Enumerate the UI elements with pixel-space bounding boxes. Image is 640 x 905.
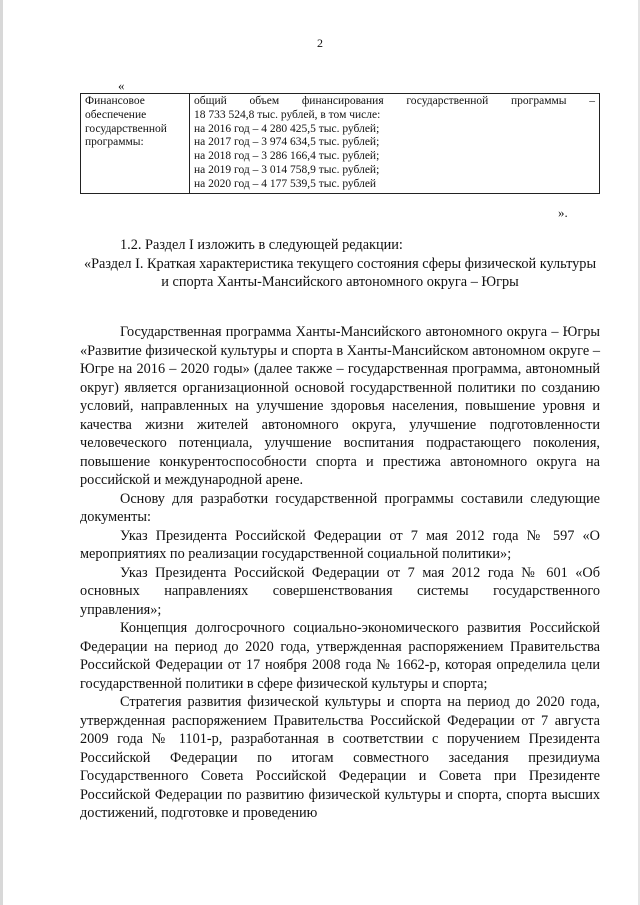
financing-label: Финансовое обеспечение государственной программы:: [81, 94, 190, 194]
paragraph: Государственная программа Ханты-Мансийского автономного округа – Югры «Развитие физической культуры и спорта в Ханты-Мансийском автономном округе – Югре на 2016 – 2020 годы» (далее также – государственная программа, автономный округ) является организационной основой государственной политики по созданию условий, направленных на улучшение здоровья населения, повышение уровня и качества жизни жителей автономного округа, улучшение подготовленности человеческого потенциала, улучшение воспитания подрастающего поколения, повышение конкурентоспособности спорта и престижа автономного округа на российской и международной арене.: [80, 324, 600, 488]
paragraph: Указ Президента Российской Федерации от 7 мая 2012 года № 597 «О мероприятиях по реализации государственной социальной политики»;: [80, 527, 600, 562]
financing-line: на 2020 год – 4 177 539,5 тыс. рублей: [194, 177, 377, 190]
financing-row: [81, 94, 600, 194]
financing-value: [190, 94, 600, 194]
financing-line: на 2017 год – 3 974 634,5 тыс. рублей;: [194, 136, 380, 149]
financing-line: на 2019 год – 3 014 758,9 тыс. рублей;: [194, 163, 380, 176]
closing-quote-mark: ».: [558, 205, 568, 220]
amendment-item: 1.2. Раздел I изложить в следующей редакции:: [120, 237, 403, 253]
page-number: 2: [317, 36, 323, 50]
body-text: [80, 323, 600, 823]
financing-line: общий объем финансирования государственной программы –: [194, 95, 595, 107]
paragraph: Основу для разработки государственной программы составили следующие документы:: [80, 490, 600, 525]
section-heading: [80, 236, 600, 292]
financing-line: на 2018 год – 3 286 166,4 тыс. рублей;: [194, 150, 380, 163]
paragraph: Концепция долгосрочного социально-экономического развития Российской Федерации на период до 2020 года, утвержденная распоряжением Правительства Российской Федерации от 17 ноября 2008 года № 1662-р, которая определила цели государственной политики в сфере физической культуры и спорта;: [80, 620, 600, 692]
paragraph: Стратегия развития физической культуры и спорта на период до 2020 года, утвержденная распоряжением Правительства Российской Федерации от 7 августа 2009 года № 1101-р, разработанная в соответствии с поручением Президента Российской Федерации по итогам совместного заседания президиума Государственного Совета Российской Федерации и Совета при Президенте Российской Федерации по развитию физической культуры и спорта, спорта высших достижений, подготовке и проведению: [80, 694, 600, 821]
financing-table: [80, 93, 600, 194]
scan-edge-left: [0, 0, 3, 905]
opening-quote-mark: «: [118, 78, 125, 93]
section-title: «Раздел I. Краткая характеристика текущего состояния сферы физической культуры и спорта Ханты-Мансийского автономного округа – Югры: [83, 255, 597, 290]
financing-line: 18 733 524,8 тыс. рублей, в том числе:: [194, 108, 381, 121]
financing-line: на 2016 год – 4 280 425,5 тыс. рублей;: [194, 122, 380, 135]
paragraph: Указ Президента Российской Федерации от 7 мая 2012 года № 601 «Об основных направлениях совершенствования системы государственного управления»;: [80, 564, 600, 618]
